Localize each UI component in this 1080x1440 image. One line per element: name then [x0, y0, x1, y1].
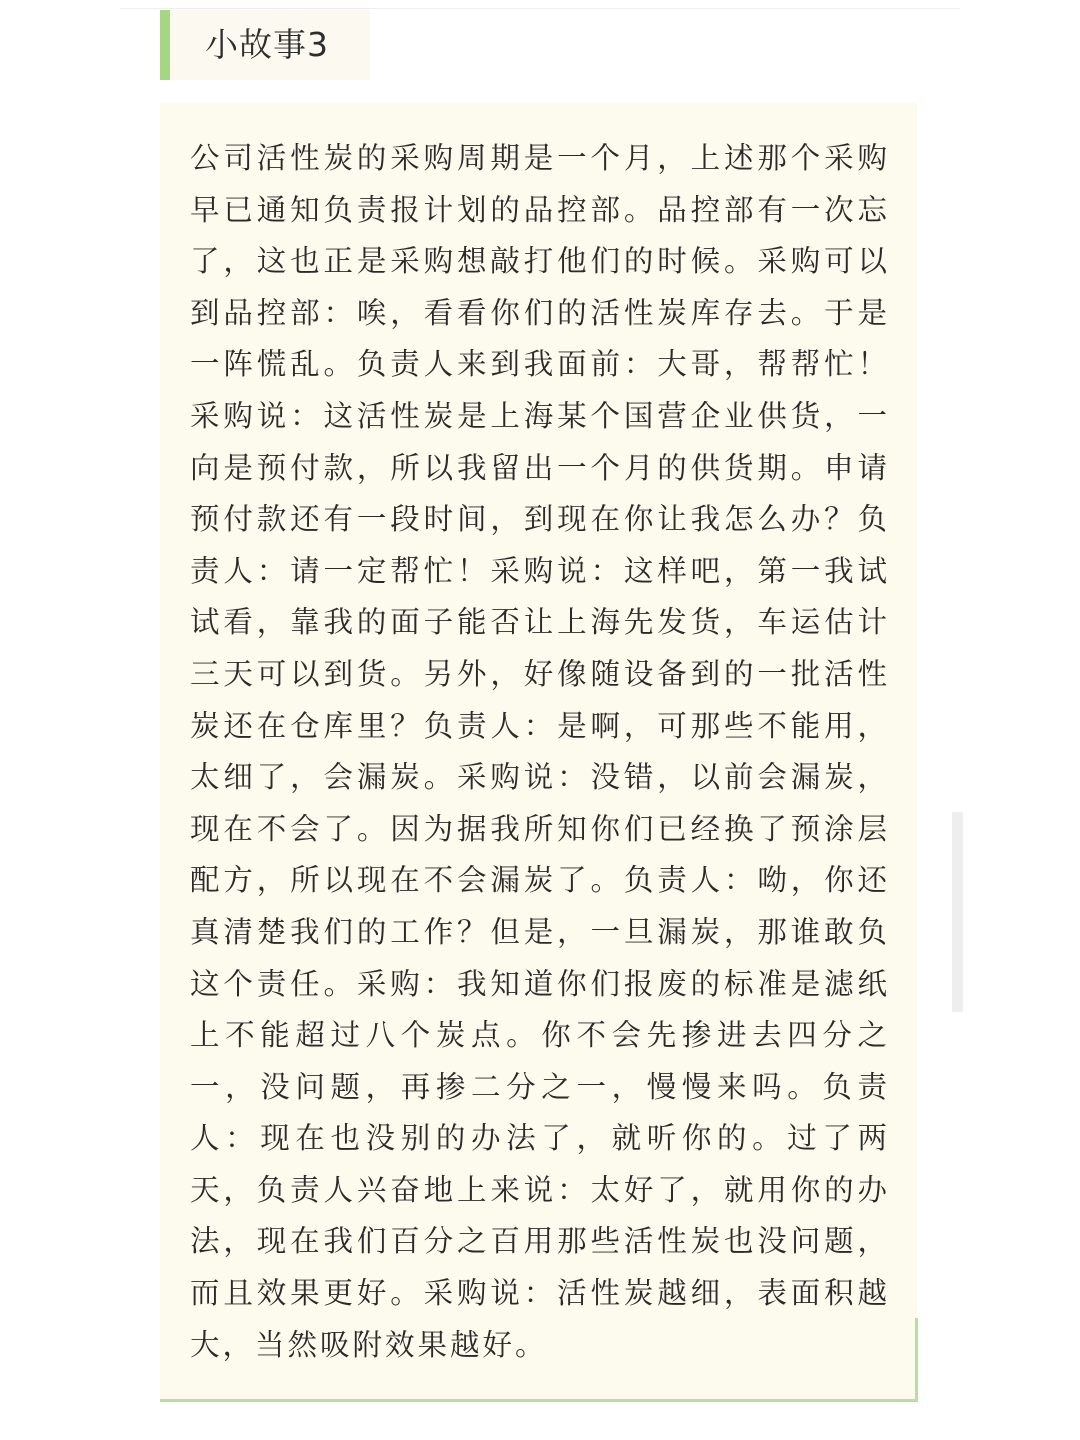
title-accent-bar — [160, 10, 170, 80]
card-border-right — [915, 1318, 918, 1402]
top-divider — [120, 8, 960, 9]
section-title-block — [160, 10, 370, 80]
section-title: 小故事3 — [205, 25, 329, 64]
scrollbar[interactable] — [952, 812, 963, 1012]
card-border-bottom — [160, 1399, 918, 1402]
story-text: 公司活性炭的采购周期是一个月，上述那个采购早已通知负责报计划的品控部。品控部有一次忘了，这也正是采购想敲打他们的时候。采购可以到品控部：唉，看看你们的活性炭库存去。于是一阵慌乱。负责人来到我面前：大哥，帮帮忙！采购说：这活性炭是上海某个国营企业供货，一向是预付款，所以我留出一个月的供货期。申请预付款还有一段时间，到现在你让我怎么办？负责人：请一定帮忙！采购说：这样吧，第一我试试看，靠我的面子能否让上海先发货，车运估计三天可以到货。另外，好像随设备到的一批活性炭还在仓库里？负责人：是啊，可那些不能用，太细了，会漏炭。采购说：没错，以前会漏炭，现在不会了。因为据我所知你们已经换了预涂层配方，所以现在不会漏炭了。负责人：呦，你还真清楚我们的工作？但是，一旦漏炭，那谁敢负这个责任。采购：我知道你们报废的标准是滤纸上不能超过八个炭点。你不会先掺进去四分之一，没问题，再掺二分之一，慢慢来吗。负责人：现在也没别的办法了，就听你的。过了两天，负责人兴奋地上来说：太好了，就用你的办法，现在我们百分之百用那些活性炭也没问题，而且效果更好。采购说：活性炭越细，表面积越大，当然吸附效果越好。 — [190, 141, 890, 1362]
